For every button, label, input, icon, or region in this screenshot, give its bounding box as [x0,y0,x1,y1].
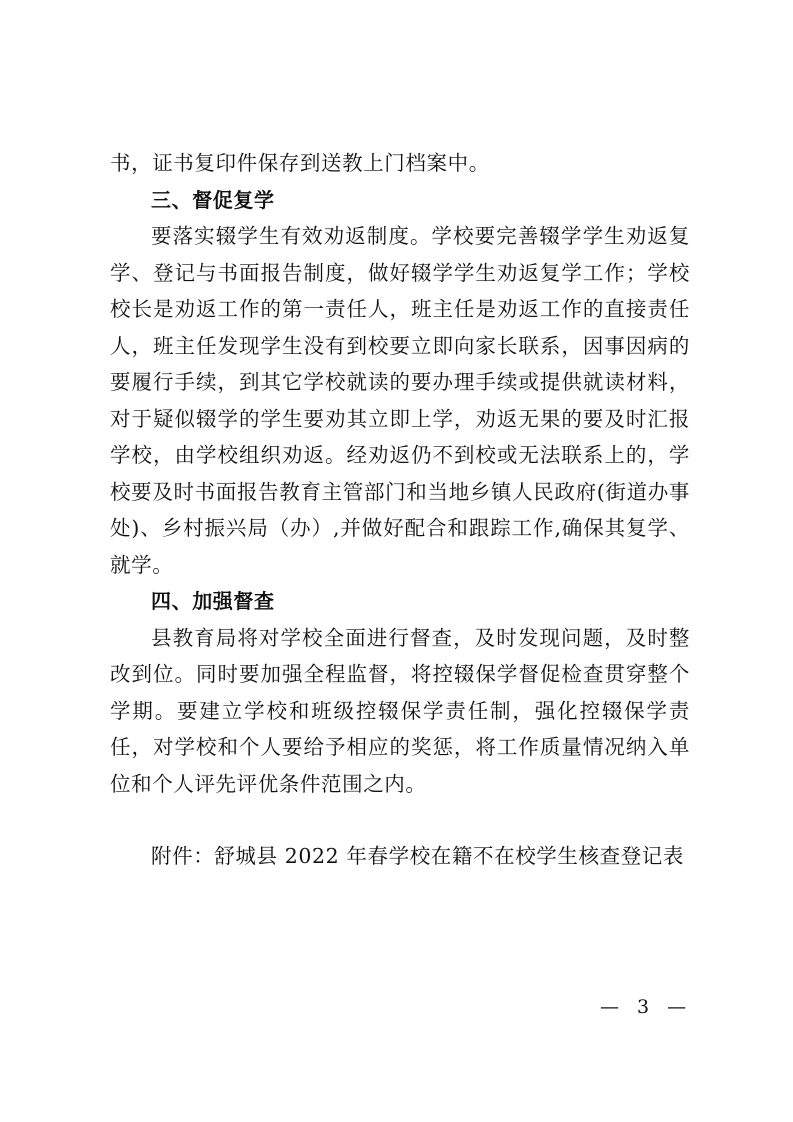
spacer [110,802,690,838]
page-number: — 3 — [600,996,693,1018]
continuation-paragraph: 书，证书复印件保存到送教上门档案中。 [110,151,490,175]
document-body [110,145,690,875]
section-paragraph-supervise-return: 要落实辍学生有效劝返制度。学校要完善辍学学生劝返复学、登记与书面报告制度，做好辍学学生劝返复学工作；学校校长是劝返工作的第一责任人，班主任是劝返工作的直接责任人，班主任发现学生没有到校要立即向家长联系，因事因病的要履行手续，到其它学校就读的要办理手续或提供就读材料，对于疑似辍学的学生要劝其立即上学，劝返无果的要及时汇报学校，由学校组织劝返。经劝返仍不到校或无法联系上的，学校要及时书面报告教育主管部门和当地乡镇人民政府(街道办事处)、乡村振兴局（办）,并做好配合和跟踪工作,确保其复学、就学。 [110,224,690,577]
section-heading-supervise-return: 三、督促复学 [151,187,275,212]
section-paragraph-strengthen-inspection: 县教育局将对学校全面进行督查，及时发现问题，及时整改到位。同时要加强全程监督，将控辍保学督促检查贯穿整个学期。要建立学校和班级控辍保学责任制，强化控辍保学责任，对学校和个人要给予相应的奖惩，将工作质量情况纳入单位和个人评先评优条件范围之内。 [110,625,690,796]
attachment-note: 附件：舒城县 2022 年春学校在籍不在校学生核查登记表 [151,844,685,868]
section-heading-strengthen-inspection: 四、加强督查 [151,589,275,613]
